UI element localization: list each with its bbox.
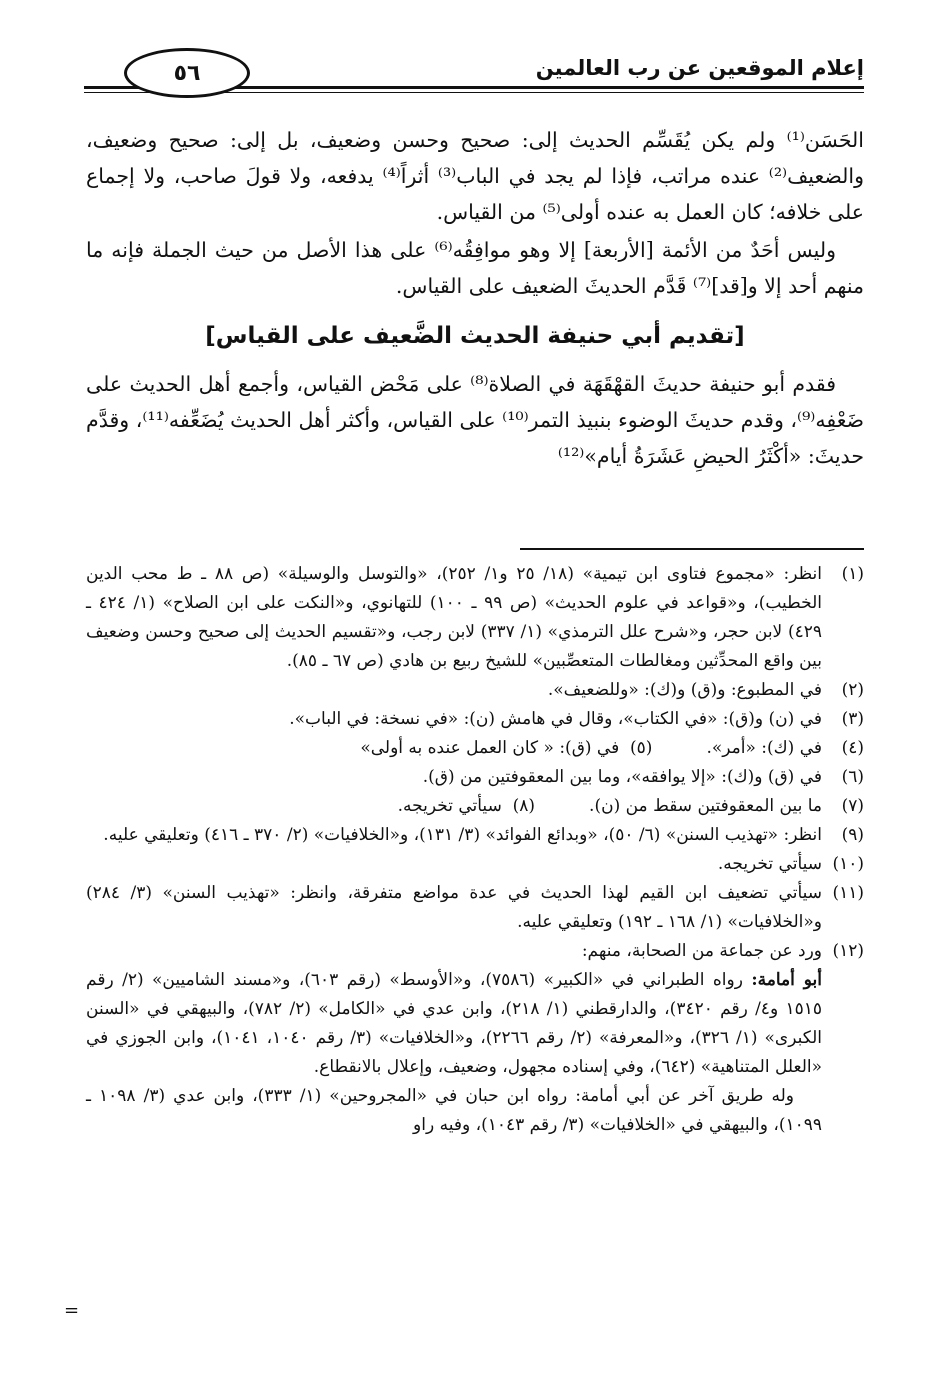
footnote-text: انظر: «تهذيب السنن» (٦/ ٥٠)، «وبدائع الفوائد» (٣/ ١٣١)، و«الخلافيات» (٢/ ٣٧٠ ـ ٤١٦) وتعليقي عليه. (103, 825, 822, 845)
main-text (86, 122, 864, 476)
footnote-number: (١٢) (832, 941, 864, 961)
footnote (86, 850, 864, 879)
footnote-number: (١١) (832, 883, 864, 903)
footnote (86, 821, 864, 850)
footnote-separator (520, 548, 864, 550)
paragraph-3: فقدم أبو حنيفة حديثَ القهْقَهَة في الصلاة⁽⁸⁾ على مَحْض القياس، وأجمع أهل الحديث على ضَعْفِه⁽⁹⁾، وقدم حديثَ الوضوء بنبيذ التمر⁽¹⁰⁾ على القياس، وأكثر أهل الحديث يُضَعِّفه⁽¹¹⁾، وقدَّم حديثَ: «أكْثَرُ الحيضِ عَشَرَةُ أيام»⁽¹²⁾ (86, 372, 864, 468)
continuation-mark: = (64, 1300, 80, 1321)
book-title: إعلام الموقعين عن رب العالمين (535, 56, 864, 80)
footnotes (86, 560, 864, 1140)
footnote-text: سيأتي تخريجه. (717, 854, 822, 874)
footnote (86, 705, 864, 734)
footnote-text: في (ن) و(ق): «في الكتاب»، وقال في هامش (ن): «في نسخة: في الباب». (289, 709, 822, 729)
footnote-12-text-1: رواه الطبراني في «الكبير» (٧٥٨٦)، و«الأوسط» (رقم ٦٠٣)، و«مسند الشاميين» (٢/ رقم ١٥١٥ و٤/ رقم ٣٤٢٠)، والدارقطني (١/ ٢١٨)، وابن عدي في «الكامل» (٢/ ٧٨٢)، والبيهقي في «السنن الكبرى» (١/ ٣٢٦)، و«المعرفة» (٢/ رقم ٢٢٦٦)، و«الخلافيات» (٣/ رقم ١٠٤٠، ١٠٤١)، وابن الجوزي في «العلل المتناهية» (٦٤٢)، وفي إسناده مجهول، وضعيف، وإعلال بالانقطاع. (86, 970, 823, 1077)
paragraph-2: وليس أحَدٌ من الأئمة [الأربعة] إلا وهو موافِقُه⁽⁶⁾ على هذا الأصل من حيث الجملة فإنه ما منهم أحد إلا و[قد]⁽⁷⁾ قَدَّم الحديثَ الضعيف على القياس. (86, 238, 864, 298)
footnote-text: في (ك): «أمر». (٥) في (ق): « كان العمل عنده به أولى» (360, 738, 822, 758)
footnote (86, 560, 864, 676)
footnote-text: ما بين المعقوفتين سقط من (ن). (٨) سيأتي تخريجه. (397, 796, 822, 816)
footnote-12-paragraph-2: وله طريق آخر عن أبي أمامة: رواه ابن حبان في «المجروحين» (١/ ٣٣٣)، وابن عدي (٣/ ١٠٩٨ ـ ١٠٩٩)، والبيهقي في «الخلافيات» (٣/ رقم ١٠٤٣)، وفيه راو (86, 1086, 822, 1135)
footnote-number: (٧) (841, 796, 864, 816)
footnote-text: ورد عن جماعة من الصحابة، منهم: (581, 941, 822, 961)
footnote-number: (١٠) (832, 854, 864, 874)
paragraph-1: الحَسَن⁽¹⁾ ولم يكن يُقَسِّم الحديث إلى: صحيح وحسن وضعيف، بل إلى: صحيح وضعيف، والضعيف⁽²⁾ عنده مراتب، فإذا لم يجد في الباب⁽³⁾ أثراً⁽⁴⁾ يدفعه، ولا قولَ صاحب، ولا إجماع على خلافه؛ كان العمل به عنده أولى⁽⁵⁾ من القياس. (86, 128, 864, 224)
footnote-number: (١) (841, 564, 864, 584)
footnote-12-paragraph-1 (86, 966, 864, 1082)
page-header (84, 46, 864, 96)
page-number: ٥٦ (124, 48, 250, 98)
footnote-text: في المطبوع: و(ق) و(ك): «وللضعيف». (547, 680, 822, 700)
footnote-text: انظر: «مجموع فتاوى ابن تيمية» (١٨/ ٢٥ و١/ ٢٥٢)، «والتوسل والوسيلة» (ص ٨٨ ـ ط محب الدين الخطيب)، و«قواعد في علوم الحديث» (ص ٩٩ ـ ١٠٠) للتهانوي، و«النكت على ابن الصلاح» (١/ ٤٢٤ ـ ٤٢٩) لابن حجر، و«شرح علل الترمذي» (١/ ٣٣٧) لابن رجب، و«تقسيم الحديث إلى صحيح وحسن وضعيف بين واقع المحدِّثين ومغالطات المتعصِّبين» للشيخ ربيع بن هادي (ص ٦٧ ـ ٨٥). (86, 564, 823, 671)
footnote-text: في (ق) و(ك): «إلا يوافقه»، وما بين المعقوفتين من (ق). (422, 767, 822, 787)
footnote (86, 937, 864, 966)
footnote-text: سيأتي تضعيف ابن القيم لهذا الحديث في عدة مواضع متفرقة، وانظر: «تهذيب السنن» (٣/ ٢٨٤) و«الخلافيات» (١/ ١٦٨ ـ ١٩٢) وتعليقي عليه. (86, 883, 822, 932)
footnote (86, 792, 864, 821)
footnote (86, 763, 864, 792)
footnote-number: (٢) (841, 680, 864, 700)
section-heading: [تقديم أبي حنيفة الحديث الضَّعيف على القياس] (205, 323, 745, 349)
footnote (86, 879, 864, 937)
footnote-12-label: أبو أمامة: (751, 970, 823, 990)
footnote-number: (٩) (841, 825, 864, 845)
footnote-number: (٣) (841, 709, 864, 729)
footnote-number: (٤) (841, 738, 864, 758)
footnote-number: (٦) (841, 767, 864, 787)
footnote (86, 676, 864, 705)
footnote (86, 734, 864, 763)
